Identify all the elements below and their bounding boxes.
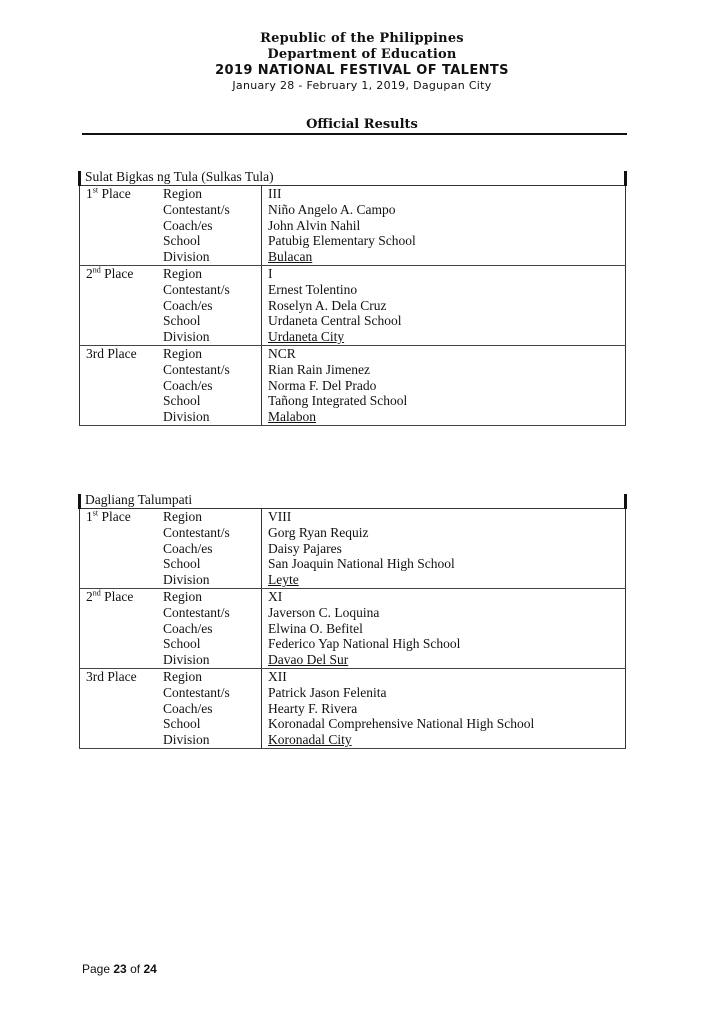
- result-row: [80, 362, 626, 378]
- result-row: [80, 202, 626, 218]
- field-value-text: Leyte: [268, 572, 299, 588]
- place-number: 2: [86, 265, 93, 281]
- result-row: [80, 298, 626, 314]
- field-value: [262, 378, 626, 394]
- field-value-text: Malabon: [268, 409, 316, 425]
- field-label: Division: [163, 329, 262, 345]
- result-row: [80, 541, 626, 557]
- field-label: Coach/es: [163, 540, 213, 556]
- field-value: [262, 409, 626, 425]
- place-cell: [80, 313, 164, 329]
- header-republic: Republic of the Philippines: [260, 31, 464, 46]
- field-label: School: [163, 636, 201, 652]
- field-label: Coach/es: [163, 377, 213, 393]
- field-value: [262, 282, 626, 298]
- field-value: [262, 668, 626, 684]
- field-value-text: Davao Del Sur: [268, 652, 349, 668]
- result-row: [80, 186, 626, 202]
- place-cell: [80, 265, 164, 281]
- place-number: 3rd: [86, 345, 104, 361]
- field-value-text: Elwina O. Befitel: [268, 620, 363, 636]
- results-section-sulkas-tula: [79, 171, 626, 426]
- place-cell: [80, 572, 164, 588]
- place-cell: [80, 556, 164, 572]
- footer-page-word: Page: [82, 962, 111, 976]
- field-value: [262, 636, 626, 652]
- results-section-dagliang-talumpati: [79, 494, 626, 749]
- result-row: [80, 265, 626, 281]
- result-row: [80, 525, 626, 541]
- result-row: [80, 282, 626, 298]
- field-value-text: Daisy Pajares: [268, 540, 342, 556]
- results-title: Official Results: [306, 117, 418, 132]
- field-label: Division: [163, 409, 262, 425]
- place-cell: [80, 409, 164, 425]
- header-event-title: 2019 NATIONAL FESTIVAL OF TALENTS: [215, 63, 509, 78]
- field-value-text: Bulacan: [268, 249, 313, 265]
- result-row: [80, 685, 626, 701]
- result-row: [80, 701, 626, 717]
- field-value-text: XI: [268, 588, 283, 604]
- results-table: [79, 186, 626, 426]
- result-row: [80, 249, 626, 265]
- result-row: [80, 572, 626, 588]
- field-value: [262, 525, 626, 541]
- field-value: [262, 233, 626, 249]
- place-cell: [80, 393, 164, 409]
- field-label: Region: [163, 265, 202, 281]
- header-department: Department of Education: [267, 47, 457, 62]
- place-suffix: st: [92, 185, 99, 195]
- field-label: Division: [163, 249, 262, 265]
- place-cell: [80, 218, 164, 234]
- field-value: [262, 362, 626, 378]
- field-value-text: Urdaneta Central School: [268, 313, 402, 329]
- header-event-dates: January 28 - February 1, 2019, Dagupan City: [232, 79, 492, 92]
- footer-page-total: 24: [143, 962, 157, 976]
- field-value: [262, 186, 626, 202]
- field-value: [262, 313, 626, 329]
- field-value-text: Niño Angelo A. Campo: [268, 201, 396, 217]
- place-cell: [80, 329, 164, 345]
- place-cell: [80, 233, 164, 249]
- result-row: [80, 233, 626, 249]
- field-value: [262, 732, 626, 748]
- place-word: Place: [107, 668, 137, 684]
- place-number: 3rd: [86, 668, 104, 684]
- field-value-text: VIII: [268, 509, 292, 524]
- field-label: Region: [163, 186, 202, 201]
- place-suffix: nd: [92, 265, 101, 275]
- field-value: [262, 249, 626, 265]
- field-value-text: Tañong Integrated School: [268, 393, 408, 409]
- place-word: Place: [107, 345, 137, 361]
- field-value: [262, 588, 626, 604]
- field-value-text: NCR: [268, 345, 296, 361]
- place-word: Place: [101, 186, 131, 201]
- field-value: [262, 685, 626, 701]
- place-word: Place: [104, 588, 134, 604]
- field-value: [262, 202, 626, 218]
- field-value-text: Norma F. Del Prado: [268, 377, 377, 393]
- footer-page-number: 23: [113, 962, 127, 976]
- field-label: Coach/es: [163, 217, 213, 233]
- field-label: School: [163, 313, 201, 329]
- place-cell: [80, 509, 164, 525]
- place-cell: [80, 378, 164, 394]
- result-row: [80, 409, 626, 425]
- place-cell: [80, 701, 164, 717]
- field-value: [262, 701, 626, 717]
- place-cell: [80, 186, 164, 202]
- result-row: [80, 393, 626, 409]
- field-value-text: Federico Yap National High School: [268, 636, 461, 652]
- result-row: [80, 732, 626, 748]
- place-suffix: nd: [92, 588, 101, 598]
- field-value: [262, 605, 626, 621]
- result-row: [80, 556, 626, 572]
- field-label: School: [163, 393, 201, 409]
- place-word: Place: [101, 509, 131, 524]
- field-value: [262, 218, 626, 234]
- field-label: Region: [163, 345, 202, 361]
- field-value-text: Urdaneta City: [268, 329, 345, 345]
- place-cell: [80, 249, 164, 265]
- field-value-text: Ernest Tolentino: [268, 281, 358, 297]
- result-row: [80, 716, 626, 732]
- place-number: 1: [86, 509, 93, 524]
- result-row: [80, 668, 626, 684]
- field-value: [262, 329, 626, 345]
- section-title: Dagliang Talumpati: [85, 492, 193, 507]
- result-row: [80, 313, 626, 329]
- place-cell: [80, 541, 164, 557]
- field-label: Region: [163, 668, 202, 684]
- field-value-text: Patrick Jason Felenita: [268, 684, 387, 700]
- place-word: Place: [104, 265, 134, 281]
- field-label: Contestant/s: [163, 684, 230, 700]
- field-value-text: Koronadal Comprehensive National High School: [268, 716, 535, 732]
- results-table: [79, 509, 626, 749]
- place-cell: [80, 668, 164, 684]
- place-cell: [80, 588, 164, 604]
- field-value: [262, 298, 626, 314]
- result-row: [80, 588, 626, 604]
- field-label: Division: [163, 652, 262, 668]
- field-label: Region: [163, 588, 202, 604]
- header-divider: [82, 133, 627, 135]
- field-label: Contestant/s: [163, 361, 230, 377]
- place-cell: [80, 621, 164, 637]
- field-value-text: John Alvin Nahil: [268, 217, 361, 233]
- place-cell: [80, 202, 164, 218]
- field-label: School: [163, 556, 201, 572]
- field-value-text: Koronadal City: [268, 732, 352, 748]
- field-label: Coach/es: [163, 700, 213, 716]
- field-value-text: Gorg Ryan Requiz: [268, 524, 369, 540]
- place-number: 1: [86, 186, 93, 201]
- place-cell: [80, 685, 164, 701]
- place-cell: [80, 345, 164, 361]
- field-value: [262, 393, 626, 409]
- result-row: [80, 218, 626, 234]
- field-value: [262, 652, 626, 668]
- result-row: [80, 329, 626, 345]
- field-label: Region: [163, 509, 202, 524]
- field-value-text: Hearty F. Rivera: [268, 700, 358, 716]
- place-cell: [80, 605, 164, 621]
- field-label: Contestant/s: [163, 201, 230, 217]
- result-row: [80, 605, 626, 621]
- field-value-text: III: [268, 186, 282, 201]
- place-cell: [80, 636, 164, 652]
- field-label: Coach/es: [163, 620, 213, 636]
- place-number: 2: [86, 588, 93, 604]
- field-label: Contestant/s: [163, 524, 230, 540]
- place-cell: [80, 732, 164, 748]
- field-value: [262, 345, 626, 361]
- field-value: [262, 509, 626, 525]
- field-value-text: I: [268, 265, 273, 281]
- field-label: Division: [163, 732, 262, 748]
- field-label: Coach/es: [163, 297, 213, 313]
- result-row: [80, 345, 626, 361]
- field-value: [262, 621, 626, 637]
- field-label: School: [163, 716, 201, 732]
- field-label: Contestant/s: [163, 281, 230, 297]
- result-row: [80, 509, 626, 525]
- footer-of-word: of: [130, 962, 141, 976]
- field-value-text: XII: [268, 668, 287, 684]
- field-value: [262, 541, 626, 557]
- result-row: [80, 378, 626, 394]
- field-label: Division: [163, 572, 262, 588]
- field-value-text: San Joaquin National High School: [268, 556, 455, 572]
- field-value-text: Patubig Elementary School: [268, 233, 416, 249]
- place-suffix: st: [92, 508, 99, 518]
- place-cell: [80, 298, 164, 314]
- field-value-text: Javerson C. Loquina: [268, 604, 380, 620]
- field-value: [262, 265, 626, 281]
- field-label: Contestant/s: [163, 604, 230, 620]
- field-value: [262, 572, 626, 588]
- section-header: [79, 171, 626, 186]
- place-cell: [80, 716, 164, 732]
- field-label: School: [163, 233, 201, 249]
- result-row: [80, 621, 626, 637]
- result-row: [80, 652, 626, 668]
- place-cell: [80, 362, 164, 378]
- place-cell: [80, 652, 164, 668]
- section-header: [79, 494, 626, 509]
- field-value-text: Rian Rain Jimenez: [268, 361, 370, 377]
- result-row: [80, 636, 626, 652]
- place-cell: [80, 525, 164, 541]
- field-value: [262, 556, 626, 572]
- field-value: [262, 716, 626, 732]
- place-cell: [80, 282, 164, 298]
- document-header: [0, 31, 724, 93]
- page-footer: [82, 962, 157, 976]
- section-title: Sulat Bigkas ng Tula (Sulkas Tula): [85, 169, 274, 184]
- field-value-text: Roselyn A. Dela Cruz: [268, 297, 387, 313]
